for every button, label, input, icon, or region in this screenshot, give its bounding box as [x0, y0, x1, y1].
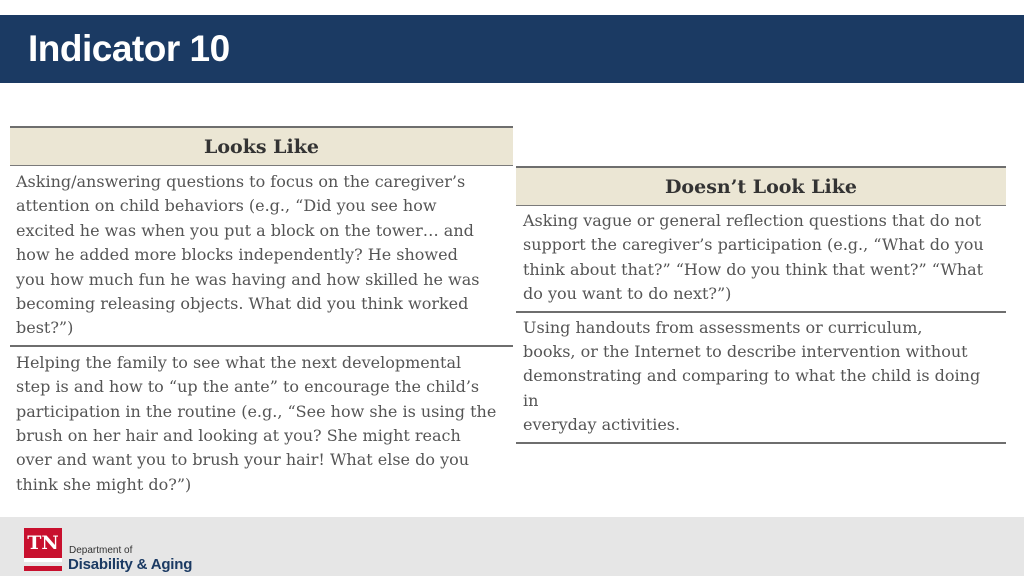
text-line: demonstrating and comparing to what the child is doing in	[523, 366, 981, 410]
looks-like-row-1	[10, 166, 513, 345]
text-line: participation in the routine (e.g., “See how she is using the	[16, 401, 497, 421]
text-line: think she might do?”)	[16, 474, 192, 494]
doesnt-look-like-table	[516, 166, 1006, 444]
text-line: Helping the family to see what the next developmental	[16, 352, 462, 372]
dept-name-line2: Disability & Aging	[68, 556, 193, 573]
text-line: you how much fun he was having and how skilled he was	[16, 269, 480, 289]
text-line: books, or the Internet to describe intervention without	[523, 342, 968, 362]
text-line: do you want to do next?”)	[523, 284, 732, 304]
text-line: over and want you to brush your hair! What else do you	[16, 450, 470, 470]
text-line: how he added more blocks independently? He showed	[16, 245, 458, 265]
text-line: step is and how to “up the ante” to encourage the child’s	[16, 377, 480, 397]
tn-logo-underline	[24, 566, 62, 571]
dept-name-line1: Department of	[69, 545, 133, 556]
slide-title: Indicator 10	[28, 28, 230, 69]
text-line: becoming releasing objects. What did you think worked	[16, 294, 469, 314]
doesnt-look-like-header: Doesn’t Look Like	[516, 168, 1006, 206]
text-line: brush on her hair and looking at you? She might reach	[16, 426, 461, 446]
text-line: Using handouts from assessments or curriculum,	[523, 317, 923, 337]
table-bottom-rule	[516, 442, 1006, 444]
looks-like-row-2	[10, 347, 513, 501]
text-line: best?”)	[16, 318, 74, 338]
doesnt-look-like-row-2	[516, 313, 1006, 442]
doesnt-look-like-row-1	[516, 206, 1006, 311]
text-line: Asking/answering questions to focus on the caregiver’s	[16, 172, 466, 191]
tn-logo-icon: TN	[24, 528, 62, 562]
looks-like-table	[10, 126, 513, 501]
text-line: everyday activities.	[523, 415, 681, 435]
text-line: excited he was when you put a block on the tower… and	[16, 220, 474, 240]
text-line: Asking vague or general reflection questions that do not	[523, 211, 982, 230]
text-line: support the caregiver’s participation (e.g., “What do you	[523, 235, 984, 255]
looks-like-header: Looks Like	[10, 128, 513, 166]
text-line: attention on child behaviors (e.g., “Did you see how	[16, 196, 437, 216]
text-line: think about that?” “How do you think that went?” “What	[523, 259, 984, 279]
